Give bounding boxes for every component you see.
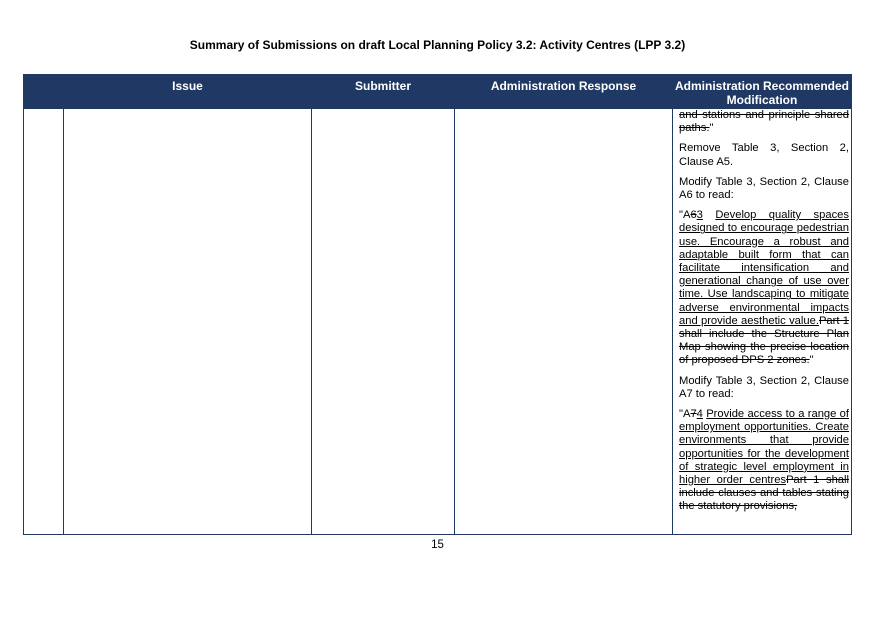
deleted-text: Part 1 shall include clauses and tables stating the statutory provisions, [679,474,849,513]
spacer [703,209,715,221]
submissions-table [23,74,852,535]
modification-paragraph [679,209,849,367]
modification-paragraph: Remove Table 3, Section 2, Clause A5. [679,142,849,168]
header-admin-response [455,75,672,109]
deleted-text: Part 1 shall include the Structure Plan Map showing the precise location of proposed DPS 2 zones. [679,314,849,367]
inserted-clause-number: 3 [696,209,703,222]
header-modification [673,75,851,109]
modification-paragraph [679,109,849,135]
deleted-text: and stations and principle shared paths. [679,109,849,135]
column-divider [672,75,673,534]
header-submitter-label: Submitter [354,79,411,93]
page-number: 15 [431,539,444,551]
column-divider [63,75,64,534]
quote-open: "A [679,209,691,222]
quote-open: "A [679,408,691,421]
header-issue [64,75,311,109]
deleted-clause-number: 7 [690,408,697,421]
page-title: Summary of Submissions on draft Local Planning Policy 3.2: Activity Centres (LPP 3.2) [189,38,686,52]
header-modification-label: Administration Recommended Modification [674,79,850,107]
inserted-text: Provide access to a range of employment opportunities. Create environments that provide opportunities for the development of strategic level employment in higher order centres [679,408,849,487]
deleted-clause-number: 6 [690,209,697,222]
quote-mark: " [709,122,714,135]
header-admin-response-label: Administration Response [490,79,637,93]
quote-close: " [809,354,814,367]
column-divider [311,75,312,534]
inserted-clause-number: 4 [696,408,703,421]
modification-paragraph [679,408,849,514]
modification-paragraph: Modify Table 3, Section 2, Clause A7 to read: [679,374,849,400]
header-issue-label: Issue [172,79,203,93]
modification-paragraph: Modify Table 3, Section 2, Clause A6 to read: [679,175,849,202]
table-header-row [24,75,851,109]
modification-cell [679,109,849,534]
header-submitter [312,75,454,109]
column-divider [454,75,455,534]
inserted-text: Develop quality spaces designed to encourage pedestrian use. Encourage a robust and adaptable built form that can facilitate intensification and generational change of use over time. Use landscaping to mitigate adverse environmental impacts and provide aesthetic value. [679,209,849,327]
